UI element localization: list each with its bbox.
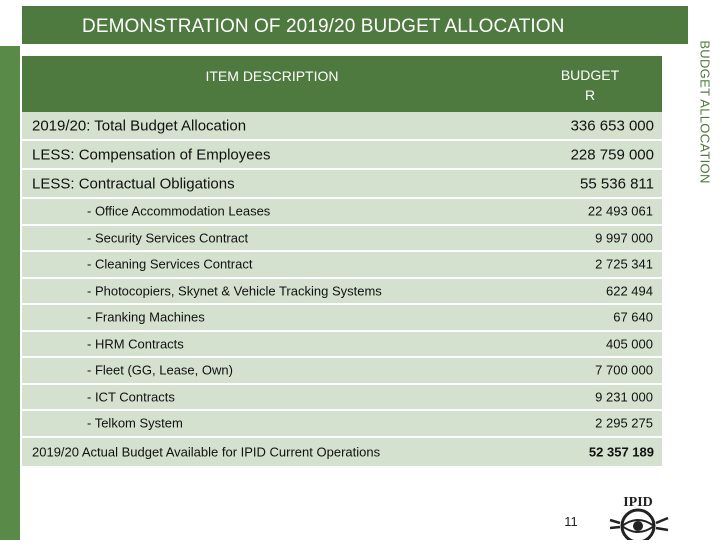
row-label: LESS: Contractual Obligations — [32, 175, 235, 192]
table-row — [22, 332, 662, 359]
left-accent-strip — [0, 46, 20, 540]
row-label: - Franking Machines — [87, 309, 205, 325]
header-budget — [542, 65, 638, 105]
table-row — [22, 199, 662, 226]
row-value: 55 536 811 — [580, 175, 654, 192]
row-label: - Telkom System — [87, 415, 183, 431]
row-value: 9 997 000 — [595, 230, 653, 246]
logo-text: IPID — [623, 495, 653, 510]
row-value: 67 640 — [613, 309, 653, 325]
row-label: - ICT Contracts — [87, 389, 175, 405]
side-label-text: BUDGET ALLOCATION — [697, 40, 713, 184]
ipid-logo — [592, 490, 682, 540]
row-label: - Office Accommodation Leases — [87, 203, 271, 219]
row-value: 9 231 000 — [595, 389, 653, 405]
row-value: 7 700 000 — [595, 362, 653, 378]
table-row — [22, 279, 662, 306]
table-row — [22, 411, 662, 438]
row-label: 2019/20 Actual Budget Available for IPID Current Operations — [32, 444, 381, 459]
row-value: 405 000 — [606, 336, 653, 352]
table-row — [22, 141, 662, 170]
row-label: 2019/20: Total Budget Allocation — [32, 117, 247, 134]
row-label: LESS: Compensation of Employees — [32, 146, 271, 163]
row-value: 22 493 061 — [587, 203, 653, 219]
row-value: 2 295 275 — [595, 415, 653, 431]
row-value: 228 759 000 — [570, 146, 654, 163]
title-bar — [22, 6, 688, 44]
header-budget-label: BUDGET — [560, 67, 620, 83]
row-value: 52 357 189 — [588, 444, 654, 459]
header-item-description: ITEM DESCRIPTION — [205, 68, 339, 84]
table-row — [22, 358, 662, 385]
table-row — [22, 226, 662, 253]
table-row — [22, 385, 662, 412]
logo-emblem-icon — [592, 490, 682, 540]
table-header — [22, 56, 662, 112]
row-value: 622 494 — [606, 283, 653, 299]
row-label: - Cleaning Services Contract — [87, 256, 253, 272]
total-row — [22, 438, 662, 468]
page-number: 11 — [564, 514, 578, 529]
row-value: 2 725 341 — [595, 256, 653, 272]
row-value: 336 653 000 — [570, 117, 654, 134]
header-budget-unit: R — [584, 87, 596, 103]
row-label: - Security Services Contract — [87, 230, 249, 246]
table-row — [22, 252, 662, 279]
table-row — [22, 305, 662, 332]
slide-title: DEMONSTRATION OF 2019/20 BUDGET ALLOCATION — [82, 16, 565, 37]
table-row — [22, 170, 662, 199]
row-label: - Fleet (GG, Lease, Own) — [87, 362, 233, 378]
row-label: - Photocopiers, Skynet & Vehicle Tracking Systems — [87, 283, 382, 299]
table-row — [22, 112, 662, 141]
side-label — [690, 28, 720, 196]
budget-table — [22, 56, 662, 468]
row-label: - HRM Contracts — [87, 336, 184, 352]
